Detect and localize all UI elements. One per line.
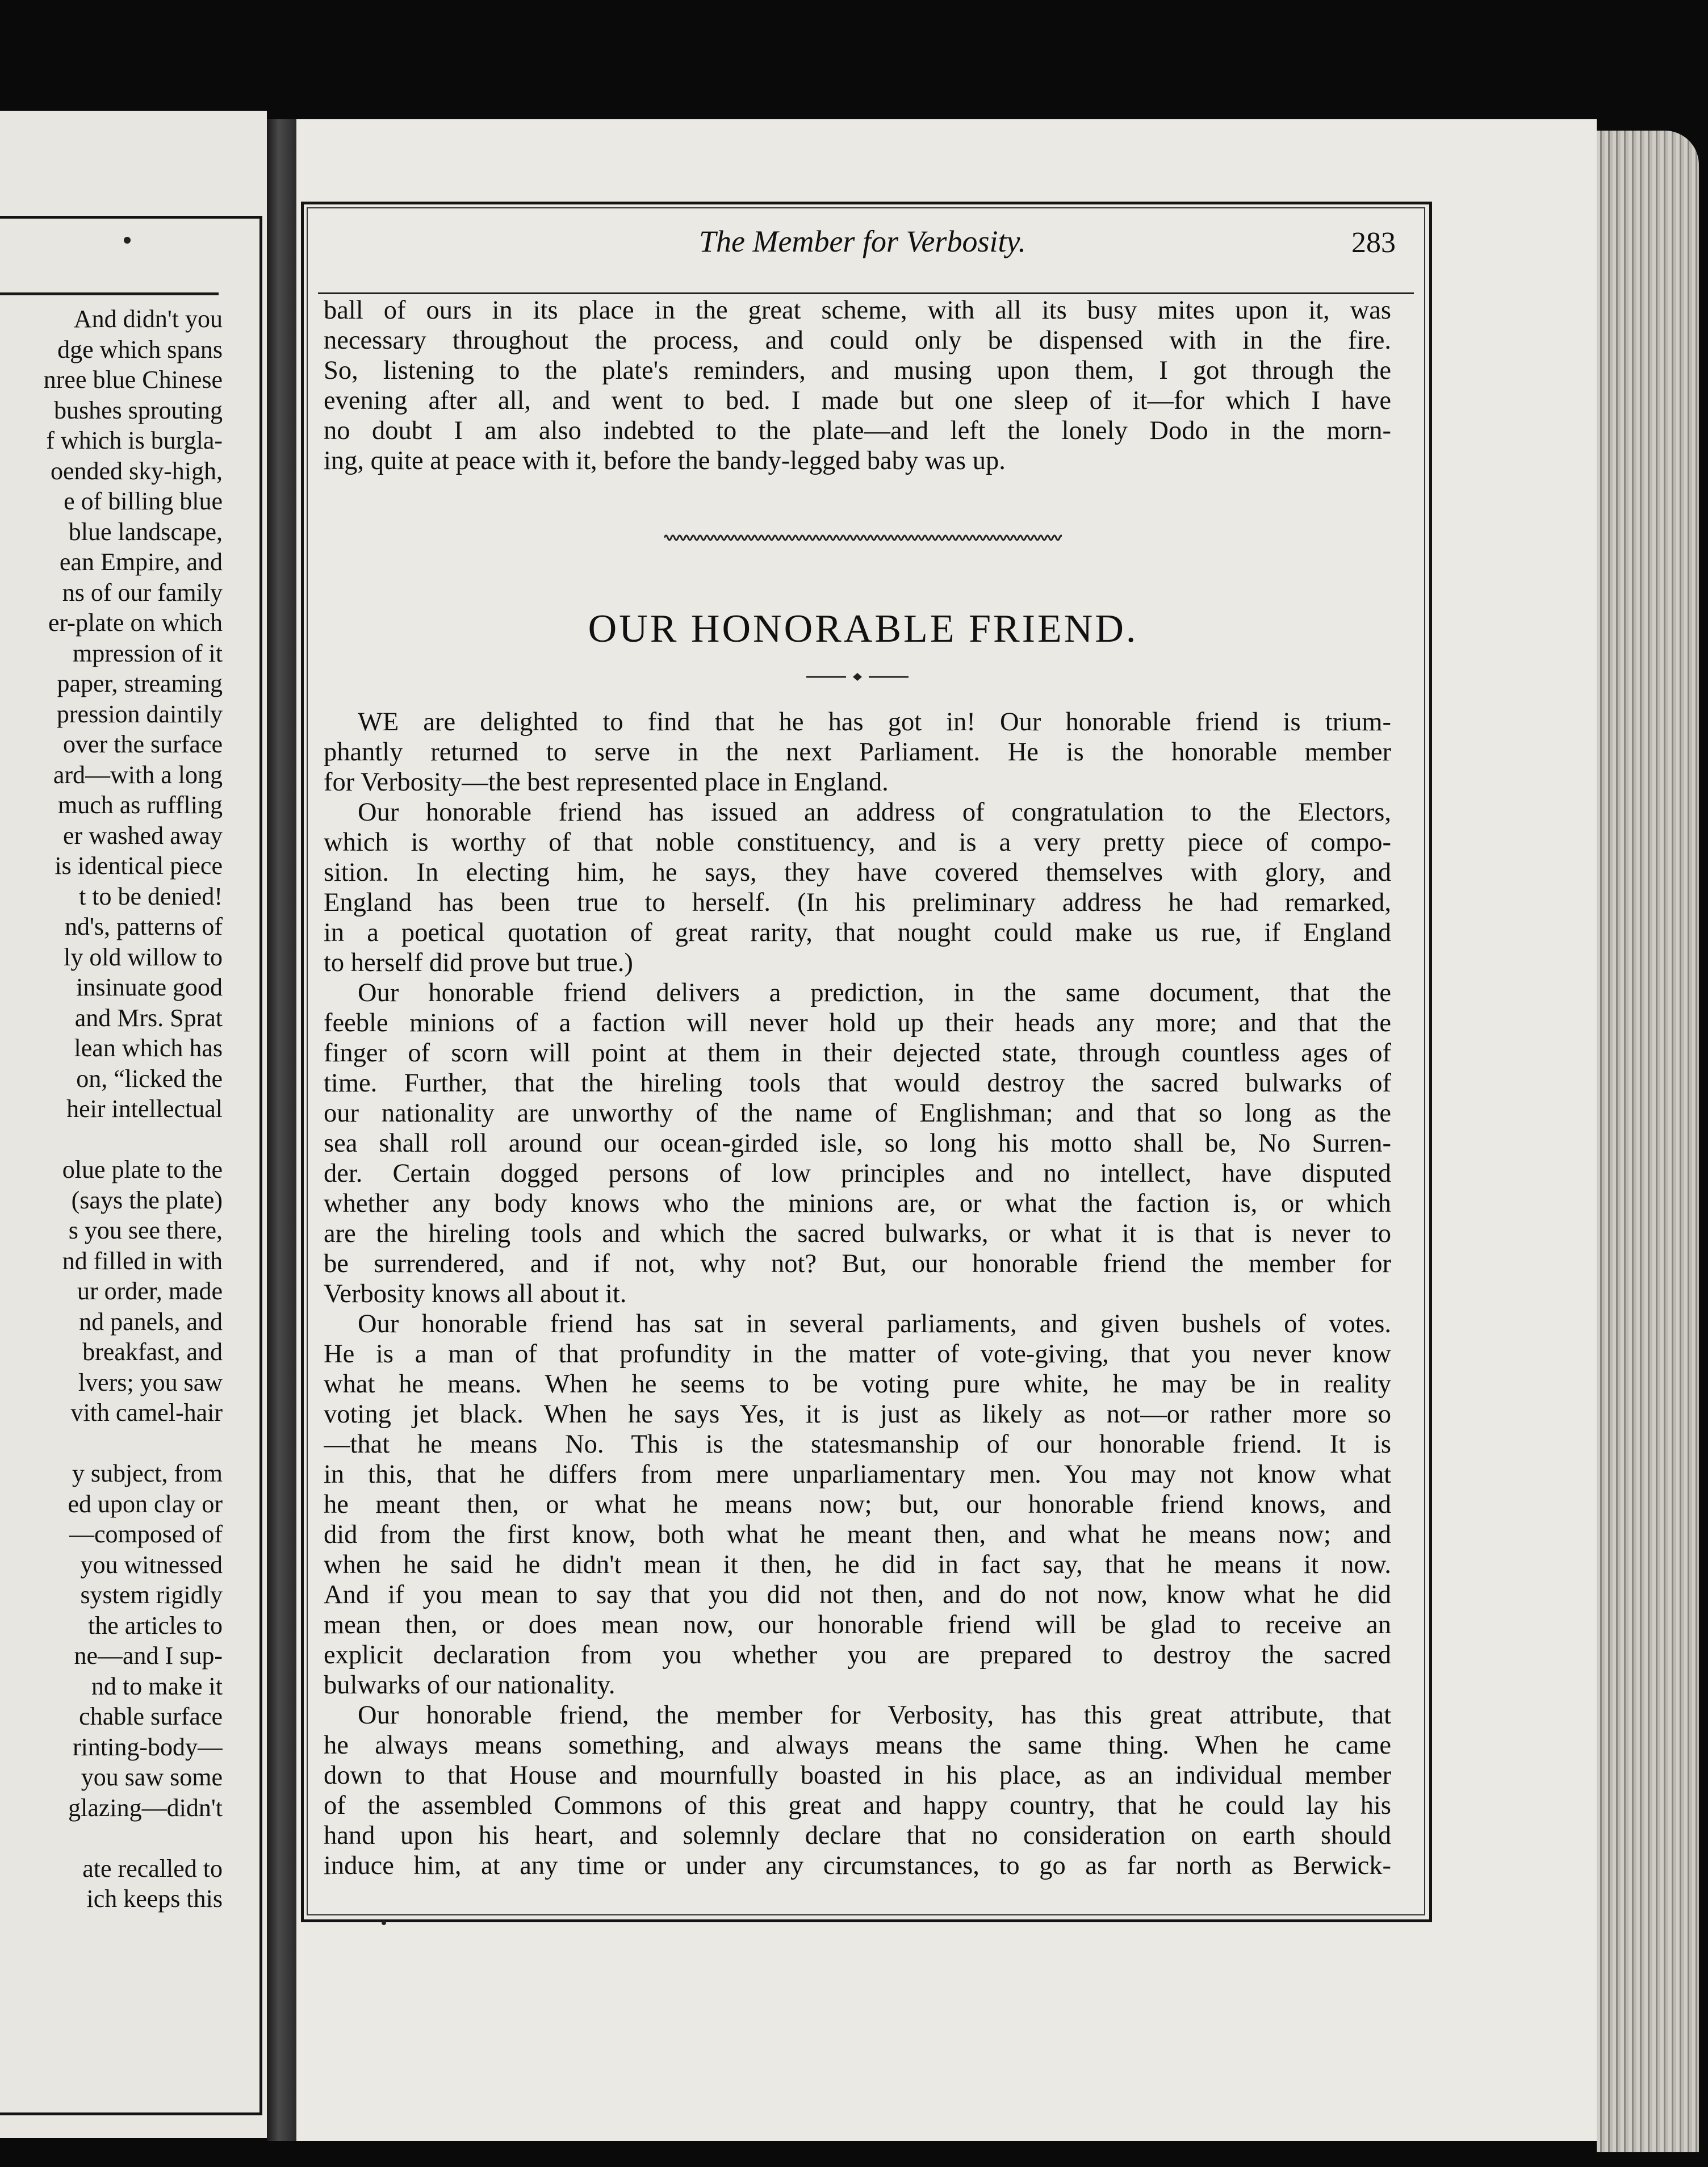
text-line: ing, quite at peace with it, before the bandy-legged baby was up.: [324, 446, 1006, 475]
text-line: necessary throughout the process, and could only be dispensed with in the fire.: [324, 326, 1391, 355]
paragraph: [324, 797, 1391, 978]
left-page-line: pression daintily: [56, 700, 223, 728]
text-line: he always means something, and always means the same thing. When he came: [324, 1731, 1391, 1760]
left-page-line: ne—and I sup-: [74, 1642, 223, 1670]
left-page-line: (says the plate): [71, 1186, 223, 1214]
section-title: OUR HONORABLE FRIEND.: [588, 607, 1138, 651]
text-line: which is worthy of that noble constituency, and is a very pretty piece of compo-: [324, 828, 1391, 857]
left-page-line: on, “licked the: [76, 1064, 223, 1093]
text-line: in a poetical quotation of great rarity, that nought could make us rue, if England: [324, 918, 1391, 947]
left-page-dot: [124, 237, 131, 244]
text-line: And if you mean to say that you did not then, and do not now, know what he did: [324, 1580, 1391, 1609]
left-page-line: dge which spans: [57, 335, 223, 363]
running-head: [307, 221, 1418, 267]
text-line: to herself did prove but true.): [324, 948, 633, 977]
text-line: finger of scorn will point at them in their dejected state, through countless ages of: [324, 1039, 1391, 1068]
left-page-line: rinting-body—: [73, 1733, 223, 1761]
left-page-line: is identical piece: [55, 852, 223, 880]
left-page-line: nd filled in with: [62, 1246, 223, 1275]
text-line: hand upon his heart, and solemnly declare that no consideration on earth should: [324, 1821, 1391, 1850]
text-line: sea shall roll around our ocean-girded isle, so long his motto shall be, No Surren-: [324, 1129, 1391, 1158]
left-page-line: ed upon clay or: [68, 1490, 223, 1518]
left-page-line: chable surface: [79, 1702, 223, 1730]
text-line: induce him, at any time or under any circumstances, to go as far north as Berwick-: [324, 1851, 1391, 1880]
left-page-line: ard—with a long: [53, 760, 223, 789]
text-line: no doubt I am also indebted to the plate—and left the lonely Dodo in the morn-: [324, 416, 1391, 445]
title-ornament: [806, 670, 909, 684]
left-page-line: nree blue Chinese: [43, 366, 223, 394]
text-line: are the hireling tools and which the sacred bulwarks, or what it is that is never to: [324, 1219, 1391, 1248]
left-page-line: [7, 1428, 223, 1459]
text-line: down to that House and mournfully boasted in his place, as an individual member: [324, 1761, 1391, 1790]
left-page-line: nd panels, and: [79, 1307, 223, 1336]
paragraph: [324, 978, 1391, 1309]
text-line: evening after all, and went to bed. I made but one sleep of it—for which I have: [324, 386, 1391, 415]
text-line: what he means. When he seems to be voting pure white, he may be in reality: [324, 1370, 1391, 1399]
left-page-line: over the surface: [63, 730, 223, 758]
text-line: So, listening to the plate's reminders, and musing upon them, I got through the: [324, 356, 1391, 385]
text-line: whether any body knows who the minions are, or what the faction is, or which: [324, 1189, 1391, 1218]
continuation-text: [324, 295, 1391, 476]
left-page-line: nd to make it: [91, 1672, 223, 1700]
left-page-line: the articles to: [87, 1611, 223, 1639]
left-page-line: nd's, patterns of: [65, 913, 223, 940]
left-page-line: ly old willow to: [64, 943, 223, 971]
left-page-line: bushes sprouting: [54, 396, 223, 424]
text-line: Our honorable friend delivers a prediction, in the same document, that the: [358, 978, 1391, 1007]
left-page-line: er washed away: [63, 821, 223, 850]
text-line: Our honorable friend, the member for Verbosity, has this great attribute, that: [358, 1701, 1391, 1730]
left-page-line: [7, 1124, 223, 1155]
text-line: England has been true to herself. (In his preliminary address he had remarked,: [324, 888, 1391, 917]
left-page-line: blue landscape,: [68, 517, 223, 546]
paragraph: [324, 1700, 1391, 1881]
text-line: He is a man of that profundity in the matter of vote-giving, that you never know: [324, 1340, 1391, 1369]
left-page-line: ur order, made: [77, 1277, 223, 1305]
left-page-line: —composed of: [69, 1520, 223, 1548]
text-line: phantly returned to serve in the next Parliament. He is the honorable member: [324, 738, 1391, 767]
left-page-line: y subject, from: [72, 1459, 223, 1487]
left-page-line: glazing—didn't: [68, 1793, 223, 1822]
book-gutter: [267, 119, 296, 2141]
paragraph: [324, 707, 1391, 797]
text-line: he meant then, or what he means now; but, our honorable friend knows, and: [324, 1490, 1391, 1519]
text-line: sition. In electing him, he says, they have covered themselves with glory, and: [324, 858, 1391, 887]
running-title: The Member for Verbosity.: [699, 224, 1026, 258]
text-line: Verbosity knows all about it.: [324, 1279, 627, 1308]
left-page-line: lvers; you saw: [78, 1368, 223, 1396]
text-line: —that he means No. This is the statesmanship of our honorable friend. It is: [324, 1430, 1391, 1459]
left-page-line: and Mrs. Sprat: [74, 1003, 223, 1032]
left-page-line: breakfast, and: [82, 1338, 223, 1366]
text-line: of the assembled Commons of this great and happy country, that he could lay his: [324, 1791, 1391, 1820]
left-page-line: oended sky-high,: [50, 457, 223, 485]
text-line: time. Further, that the hireling tools that would destroy the sacred bulwarks of: [324, 1069, 1391, 1098]
text-line: Our honorable friend has sat in several parliaments, and given bushels of votes.: [358, 1310, 1391, 1338]
left-page-line: ich keeps this: [86, 1885, 223, 1913]
text-line: our nationality are unworthy of the name of Englishman; and that so long as the: [324, 1099, 1391, 1128]
text-line: WE are delighted to find that he has got in! Our honorable friend is trium-: [358, 708, 1391, 737]
left-page-text: [7, 304, 223, 1914]
left-page-line: f which is burgla-: [46, 426, 223, 454]
text-line: be surrendered, and if not, why not? But, our honorable friend the member for: [324, 1249, 1391, 1278]
text-line: did from the first know, both what he meant then, and what he means now; and: [324, 1520, 1391, 1549]
left-page-line: [7, 1823, 223, 1854]
left-page-line: heir intellectual: [66, 1095, 223, 1123]
page-edges: [1597, 131, 1699, 2152]
text-line: explicit declaration from you whether you are prepared to destroy the sacred: [324, 1641, 1391, 1670]
text-line: for Verbosity—the best represented place in England.: [324, 768, 889, 797]
left-page-line: much as ruffling: [57, 791, 223, 819]
left-page-line: paper, streaming: [57, 670, 223, 697]
left-page-line: s you see there,: [68, 1216, 223, 1244]
left-page-line: ate recalled to: [82, 1854, 223, 1882]
text-line: feeble minions of a faction will never hold up their heads any more; and that the: [324, 1009, 1391, 1038]
left-page-line: system rigidly: [80, 1581, 223, 1609]
left-page-line: lean which has: [74, 1034, 223, 1062]
left-page-line: ns of our family: [62, 578, 223, 606]
left-page-line: insinuate good: [76, 973, 223, 1001]
left-page-line: And didn't you: [73, 305, 223, 333]
left-page-rule: [0, 292, 219, 295]
wavy-divider: [664, 531, 1062, 545]
section-body: [324, 707, 1391, 1881]
left-page-line: olue plate to the: [62, 1156, 223, 1183]
head-rule: [318, 292, 1414, 294]
page-number: 283: [1351, 227, 1396, 259]
foot-dot: [382, 1921, 386, 1925]
text-line: bulwarks of our nationality.: [324, 1671, 616, 1700]
left-page-line: t to be denied!: [79, 882, 223, 910]
text-line: mean then, or does mean now, our honorable friend will be glad to receive an: [324, 1610, 1391, 1639]
paragraph: [324, 1309, 1391, 1700]
left-page-line: e of billing blue: [64, 487, 223, 515]
left-page: [0, 111, 267, 2138]
left-page-line: you saw some: [81, 1763, 223, 1791]
text-line: der. Certain dogged persons of low principles and no intellect, have disputed: [324, 1159, 1391, 1188]
text-line: Our honorable friend has issued an address of congratulation to the Electors,: [358, 798, 1391, 827]
text-line: ball of ours in its place in the great scheme, with all its busy mites upon it, was: [324, 296, 1391, 325]
left-page-line: ean Empire, and: [59, 548, 223, 576]
left-page-line: vith camel-hair: [70, 1399, 223, 1426]
left-page-line: er-plate on which: [48, 609, 223, 637]
text-line: voting jet black. When he says Yes, it is just as likely as not—or rather more so: [324, 1400, 1391, 1429]
left-page-line: you witnessed: [80, 1550, 223, 1579]
text-line: when he said he didn't mean it then, he did in fact say, that he means it now.: [324, 1550, 1391, 1579]
left-page-line: mpression of it: [73, 639, 223, 667]
text-line: in this, that he differs from mere unparliamentary men. You may not know what: [324, 1460, 1391, 1489]
